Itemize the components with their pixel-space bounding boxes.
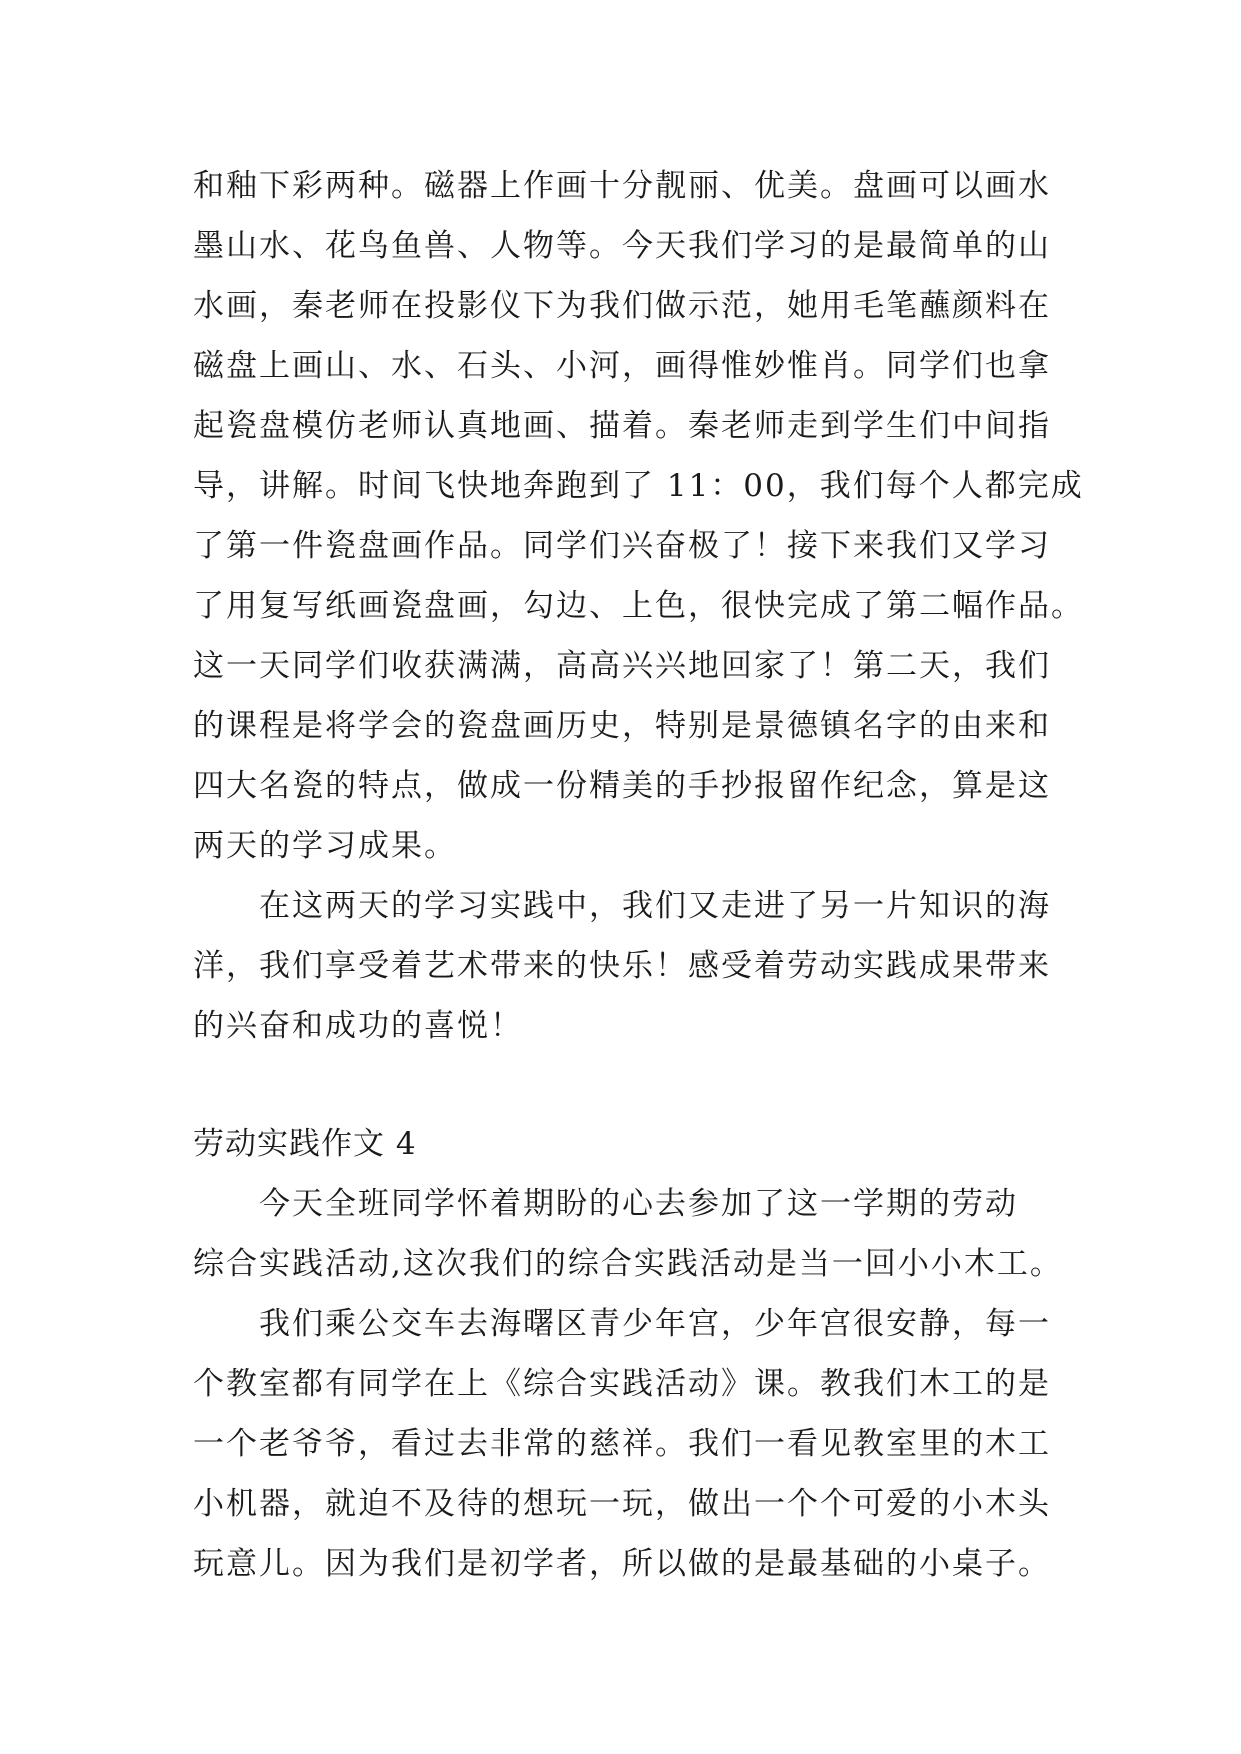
- paragraph-3-line-1: 今天全班同学怀着期盼的心去参加了这一学期的劳动: [193, 1186, 1018, 1222]
- paragraph-1-line-3: 水画，秦老师在投影仪下为我们做示范，她用毛笔蘸颜料在: [193, 288, 1051, 324]
- paragraph-1-line-7: 了第一件瓷盘画作品。同学们兴奋极了！接下来我们又学习: [193, 528, 1051, 564]
- paragraph-1-line-10: 的课程是将学会的瓷盘画历史，特别是景德镇名字的由来和: [193, 708, 1051, 744]
- paragraph-1-line-8: 了用复写纸画瓷盘画，勾边、上色，很快完成了第二幅作品。: [193, 588, 1084, 624]
- paragraph-1-line-2: 墨山水、花鸟鱼兽、人物等。今天我们学习的是最简单的山: [193, 228, 1051, 264]
- paragraph-2-line-1: 在这两天的学习实践中，我们又走进了另一片知识的海: [193, 888, 1051, 924]
- paragraph-1-line-12: 两天的学习成果。: [193, 828, 457, 864]
- paragraph-2-line-3: 的兴奋和成功的喜悦！: [193, 1008, 523, 1044]
- paragraph-1-line-11: 四大名瓷的特点，做成一份精美的手抄报留作纪念，算是这: [193, 768, 1051, 804]
- paragraph-1-line-5: 起瓷盘模仿老师认真地画、描着。秦老师走到学生们中间指: [193, 408, 1051, 444]
- paragraph-1-line-4: 磁盘上画山、水、石头、小河，画得惟妙惟肖。同学们也拿: [193, 348, 1051, 384]
- section-title: 劳动实践作文 4: [193, 1126, 417, 1162]
- paragraph-4-line-5: 玩意儿。因为我们是初学者，所以做的是最基础的小桌子。: [193, 1546, 1051, 1582]
- paragraph-4-line-2: 个教室都有同学在上《综合实践活动》课。教我们木工的是: [193, 1366, 1051, 1402]
- paragraph-1-line-1: 和釉下彩两种。磁器上作画十分靓丽、优美。盘画可以画水: [193, 168, 1051, 204]
- paragraph-4-line-4: 小机器，就迫不及待的想玩一玩，做出一个个可爱的小木头: [193, 1486, 1051, 1522]
- paragraph-1-line-6: 导，讲解。时间飞快地奔跑到了 11：00，我们每个人都完成: [193, 468, 1084, 504]
- paragraph-3-line-2: 综合实践活动,这次我们的综合实践活动是当一回小小木工。: [193, 1246, 1063, 1282]
- paragraph-4-line-3: 一个老爷爷，看过去非常的慈祥。我们一看见教室里的木工: [193, 1426, 1051, 1462]
- paragraph-1-line-9: 这一天同学们收获满满，高高兴兴地回家了！第二天，我们: [193, 648, 1051, 684]
- paragraph-4-line-1: 我们乘公交车去海曙区青少年宫，少年宫很安静，每一: [193, 1306, 1051, 1342]
- paragraph-2-line-2: 洋，我们享受着艺术带来的快乐！感受着劳动实践成果带来: [193, 948, 1051, 984]
